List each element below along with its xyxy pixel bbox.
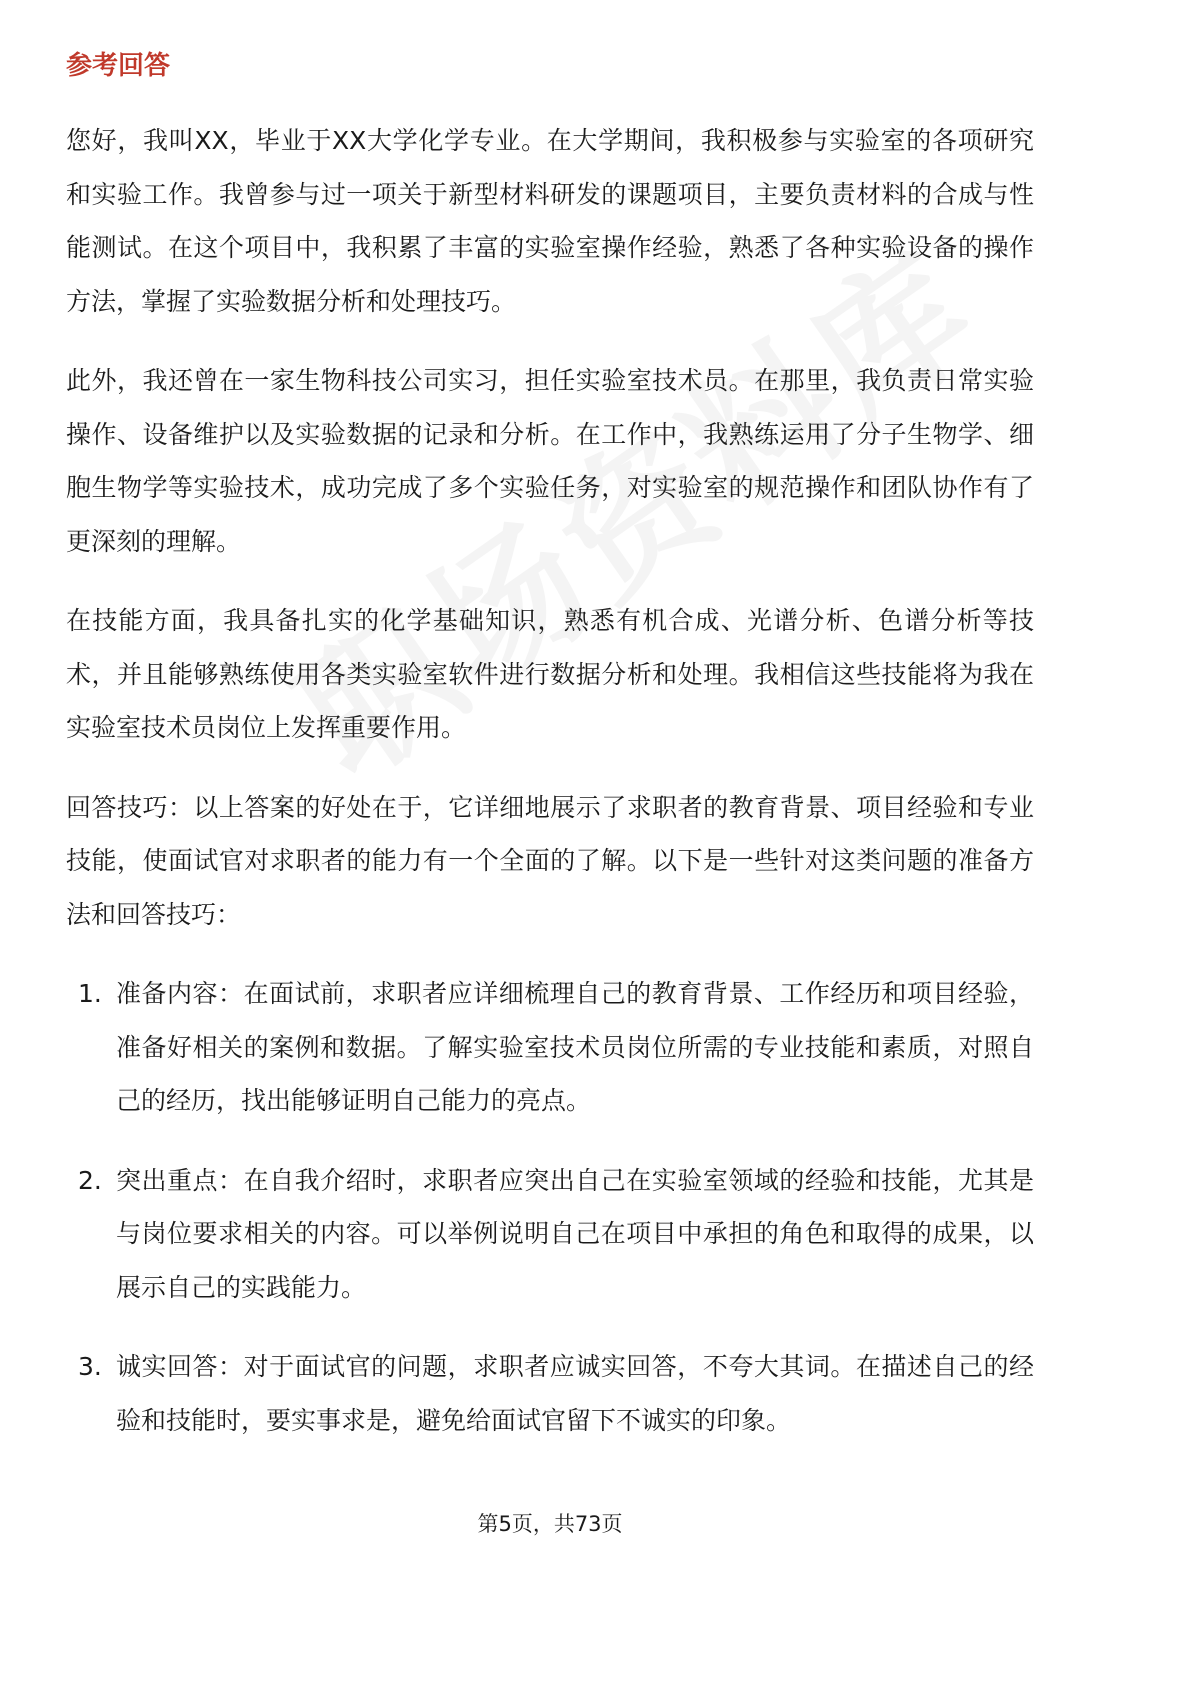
list-item-number: 1. [78, 979, 102, 1008]
paragraph-skills: 在技能方面，我具备扎实的化学基础知识，熟悉有机合成、光谱分析、色谱分析等技术，并且能够熟练使用各类实验室软件进行数据分析和处理。我相信这些技能将为我在实验室技术员岗位上发挥重要作用。 [66, 606, 1034, 742]
list-item-text: 突出重点：在自我介绍时，求职者应突出自己在实验室领域的经验和技能，尤其是与岗位要求相关的内容。可以举例说明自己在项目中承担的角色和取得的成果，以展示自己的实践能力。 [116, 1165, 1034, 1302]
page-footer: 第5页，共73页 [477, 1512, 623, 1536]
list-item-number: 3. [78, 1352, 102, 1381]
paragraph-answer-tips: 回答技巧：以上答案的好处在于，它详细地展示了求职者的教育背景、项目经验和专业技能，使面试官对求职者的能力有一个全面的了解。以下是一些针对这类问题的准备方法和回答技巧： [66, 792, 1034, 929]
list-item-text: 诚实回答：对于面试官的问题，求职者应诚实回答，不夸大其词。在描述自己的经验和技能时，要实事求是，避免给面试官留下不诚实的印象。 [116, 1352, 1034, 1435]
list-item-text: 准备内容：在面试前，求职者应详细梳理自己的教育背景、工作经历和项目经验，准备好相关的案例和数据。了解实验室技术员岗位所需的专业技能和素质，对照自己的经历，找出能够证明自己能力的亮点。 [116, 979, 1034, 1115]
list-item [66, 967, 1034, 1128]
tips-list [66, 967, 1034, 1447]
list-item-number: 2. [78, 1165, 102, 1195]
section-title: 参考回答 [66, 51, 171, 81]
list-item [66, 1154, 1034, 1315]
paragraph-intro: 您好，我叫XX，毕业于XX大学化学专业。在大学期间，我积极参与实验室的各项研究和实验工作。我曾参与过一项关于新型材料研发的课题项目，主要负责材料的合成与性能测试。在这个项目中，我积累了丰富的实验室操作经验，熟悉了各种实验设备的操作方法，掌握了实验数据分析和处理技巧。 [66, 126, 1034, 316]
document-page [66, 40, 1034, 1473]
paragraph-internship: 此外，我还曾在一家生物科技公司实习，担任实验室技术员。在那里，我负责日常实验操作、设备维护以及实验数据的记录和分析。在工作中，我熟练运用了分子生物学、细胞生物学等实验技术，成功完成了多个实验任务，对实验室的规范操作和团队协作有了更深刻的理解。 [66, 366, 1034, 556]
list-item [66, 1340, 1034, 1447]
